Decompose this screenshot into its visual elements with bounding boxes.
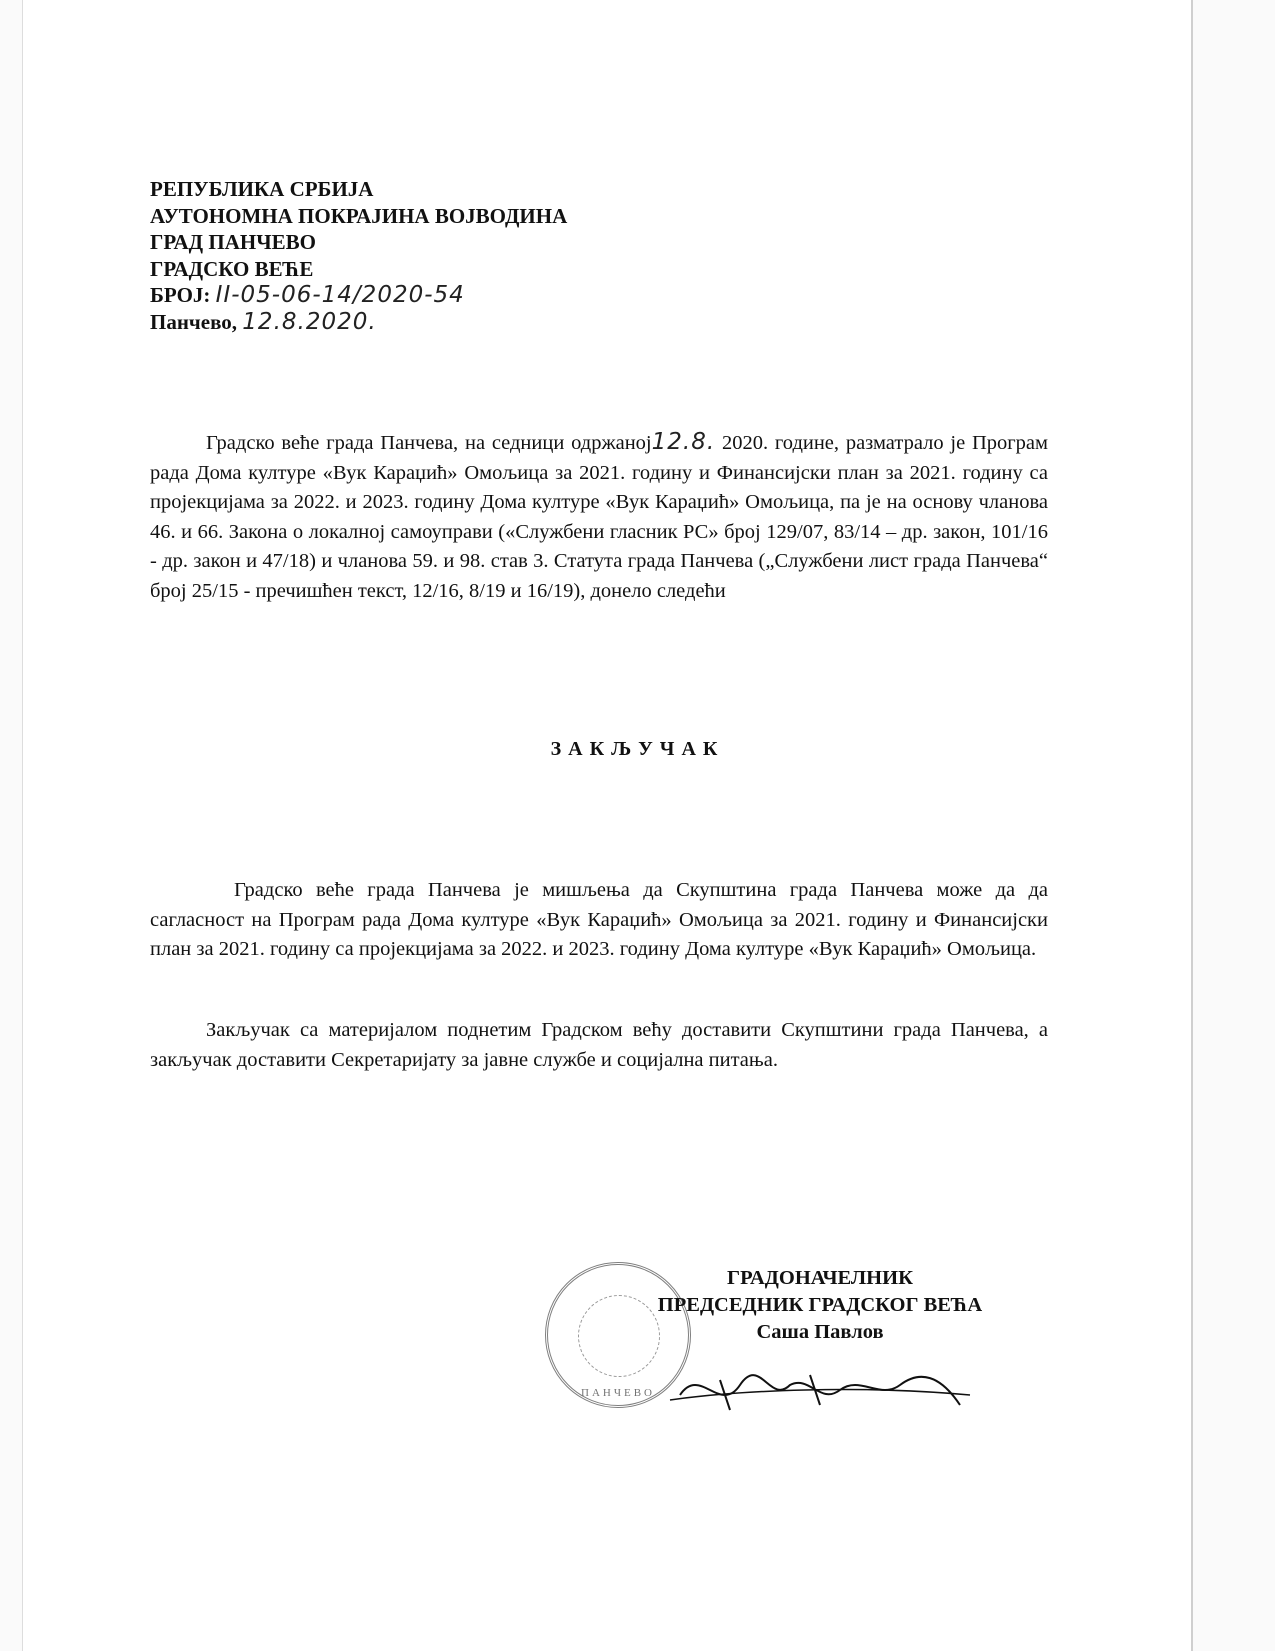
document-place-date [150,309,567,336]
p2-text: Градско веће града Панчева је мишљења да Скупштина града Панчева може да да сагласност на Програм рада Дома културе «Вук Караџић» Омољица за 2021. годину и Финансијски план за 2021. годину са пројекцијама за 2022. и 2023. годину Дома културе «Вук Караџић» Омољица. [150,879,1048,960]
place-label: Панчево, [150,309,238,334]
number-value: II-05-06-14/2020-54 [215,282,465,308]
p1-rest: 2020. године, разматрало је Програм рада Дома културе «Вук Караџић» Омољица за 2021. годину и Финансијски план за 2021. годину са пројекцијама за 2022. и 2023. годину Дома културе «Вук Караџић» Омољица, па је на основу чланова 46. и 66. Закона о локалној самоуправи («Службени гласник РС» број 129/07, 83/14 – др. закон, 101/16 - др. закон и 47/18) и чланова 59. и 98. став 3. Статута града Панчева („Службени лист града Панчева“ број 25/15 - пречишћен текст, 12/16, 8/19 и 16/19), донело следећи [150,432,1049,602]
handwritten-signature [660,1355,990,1425]
signer-role: ПРЕДСЕДНИК ГРАДСКОГ ВЕЋА [657,1294,983,1316]
date-value: 12.8.2020. [242,308,377,335]
signer-title: ГРАДОНАЧЕЛНИК [727,1267,913,1289]
delivery-paragraph [150,1016,1048,1075]
document-title: ЗАКЉУЧАК [550,738,725,760]
header-line: ГРАД ПАНЧЕВО [150,230,316,254]
number-label: БРОЈ: [150,283,211,307]
handwritten-date: 12.8. [651,429,716,455]
document-number [150,282,567,309]
signature-block [620,1265,1020,1346]
p1-start: Градско веће града Панчева, на седници одржаној [206,432,652,454]
intro-paragraph [150,428,1048,606]
stamp-label: ПАНЧЕВО [581,1387,655,1399]
header-line: ГРАДСКО ВЕЋЕ [150,256,314,281]
header-line: АУТОНОМНА ПОКРАЈИНА ВОЈВОДИНА [150,203,568,228]
conclusion-paragraph [150,876,1048,965]
header-line: РЕПУБЛИКА СРБИЈА [150,177,374,201]
signer-name: Саша Павлов [756,1321,884,1343]
p3-text: Закључак са материјалом поднетим Градском већу доставити Скупштини града Панчева, а закључак доставити Секретаријату за јавне службе и социјална питања. [150,1019,1048,1071]
document-header [150,176,567,335]
